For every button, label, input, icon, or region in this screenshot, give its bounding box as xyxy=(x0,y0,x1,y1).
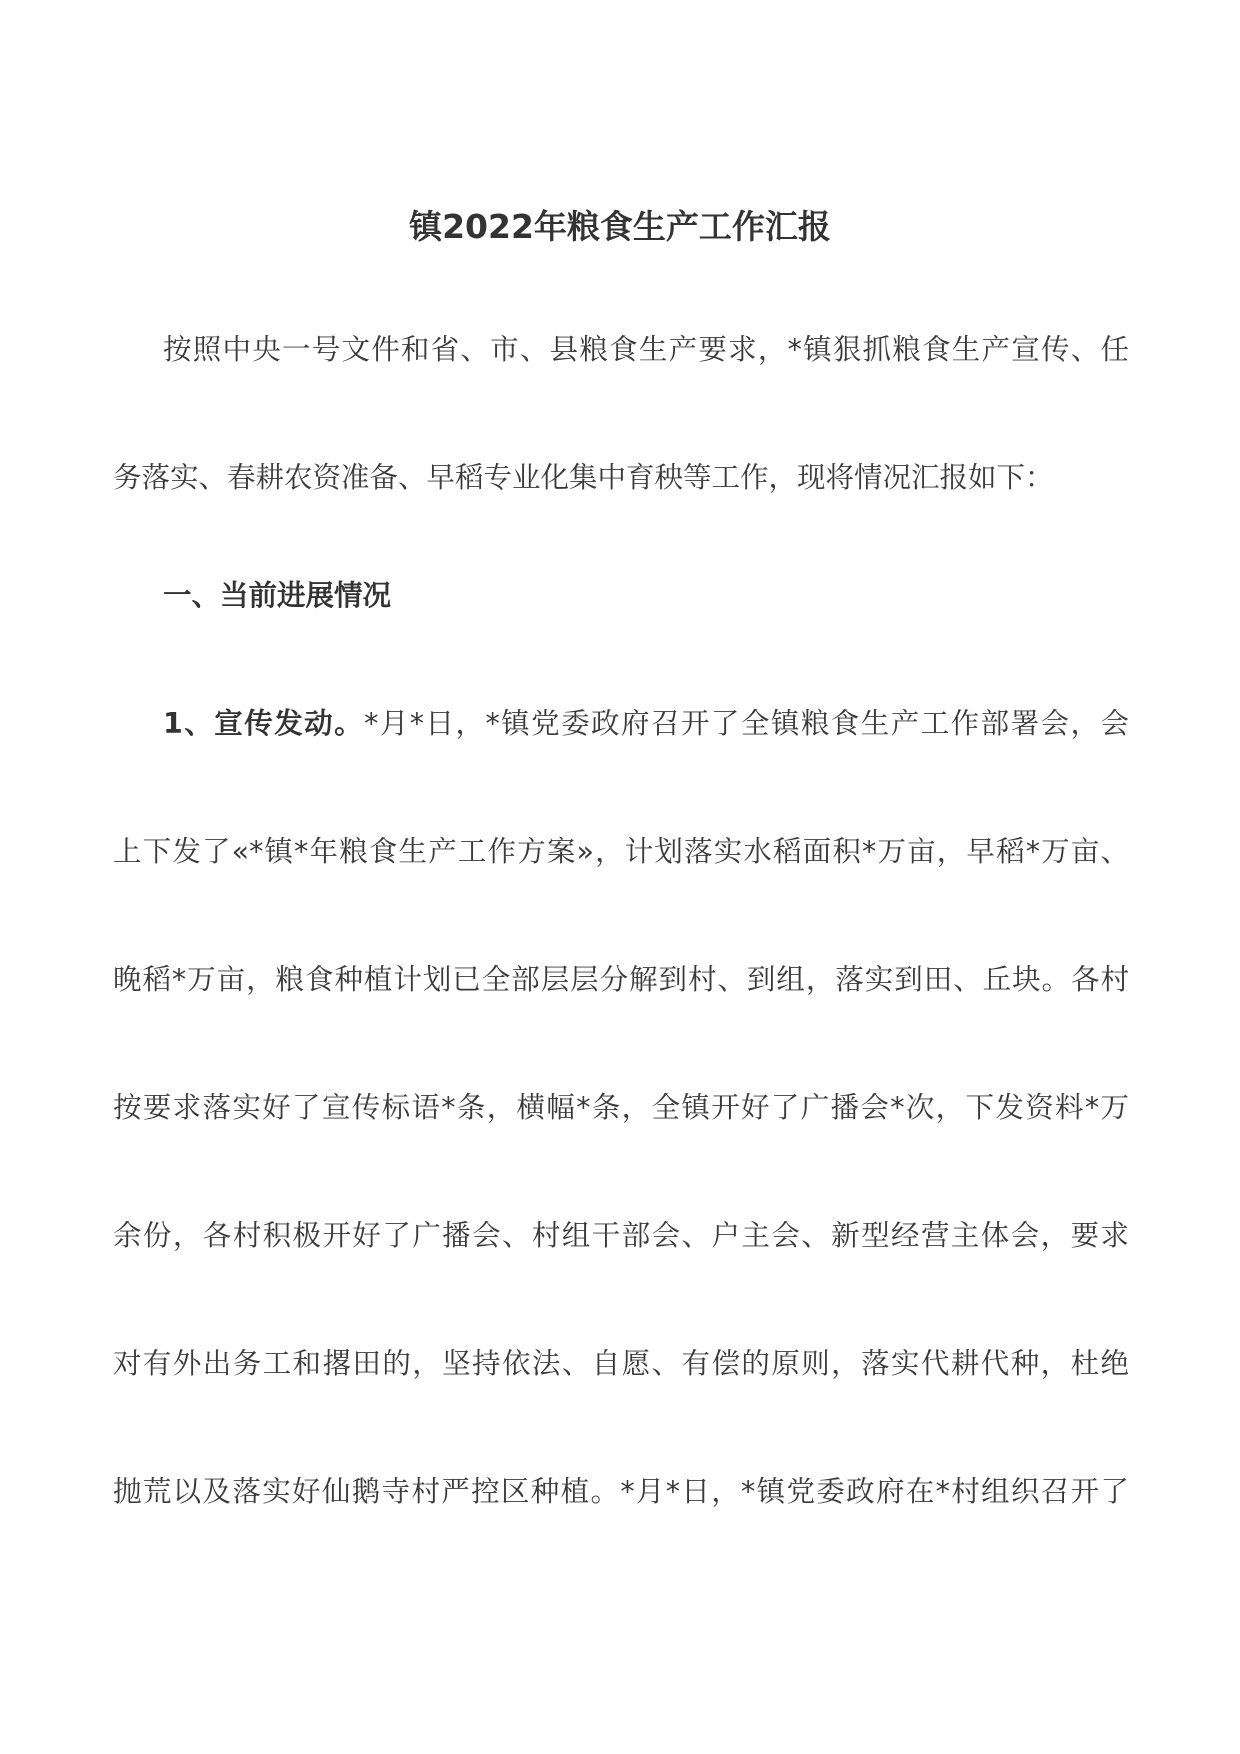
item-1-line-4: 按要求落实好了宣传标语*条，横幅*条，全镇开好了广播会*次，下发资料*万 xyxy=(113,1091,1129,1124)
item-1-line-5: 余份，各村积极开好了广播会、村组干部会、户主会、新型经营主体会，要求 xyxy=(113,1219,1129,1252)
item-1-line-1 xyxy=(163,704,1129,744)
item-1-line-6: 对有外出务工和撂田的，坚持依法、自愿、有偿的原则，落实代耕代种，杜绝 xyxy=(113,1347,1129,1380)
section-heading: 一、当前进展情况 xyxy=(163,579,392,612)
intro-paragraph-line-2: 务落实、春耕农资准备、早稻专业化集中育秧等工作，现将情况汇报如下： xyxy=(113,461,1054,494)
item-1-text: *月*日，*镇党委政府召开了全镇粮食生产工作部署会，会 xyxy=(364,707,1129,740)
item-1-label: 1、宣传发动。 xyxy=(163,707,365,740)
item-1-line-2: 上下发了«*镇*年粮食生产工作方案»，计划落实水稻面积*万亩，早稻*万亩、 xyxy=(113,835,1129,868)
document-title: 镇2022年粮食生产工作汇报 xyxy=(409,207,831,246)
intro-paragraph-line-1: 按照中央一号文件和省、市、县粮食生产要求，*镇狠抓粮食生产宣传、任 xyxy=(163,333,1129,366)
item-1-line-7: 抛荒以及落实好仙鹅寺村严控区种植。*月*日，*镇党委政府在*村组织召开了 xyxy=(113,1475,1129,1508)
item-1-line-3: 晚稻*万亩，粮食种植计划已全部层层分解到村、到组，落实到田、丘块。各村 xyxy=(113,963,1129,996)
